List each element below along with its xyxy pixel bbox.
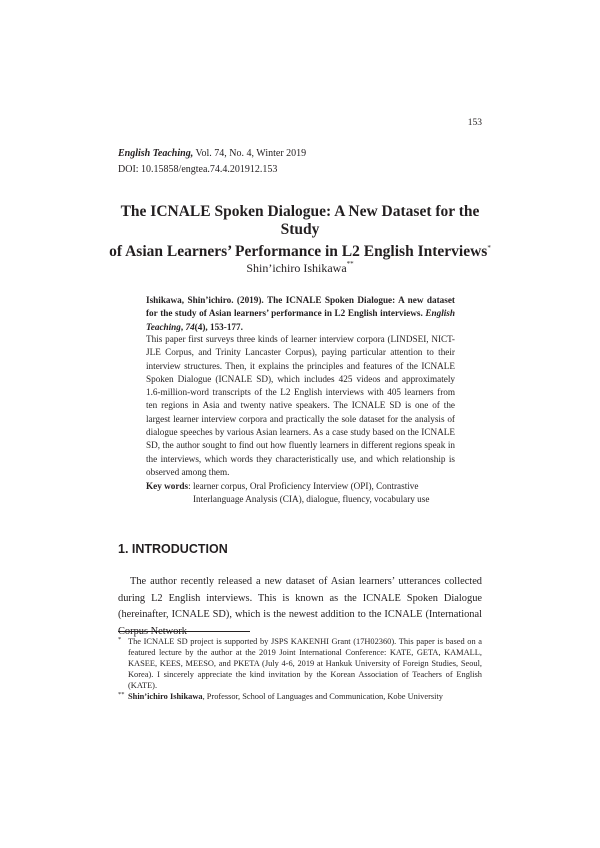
footnote-2 [118, 692, 482, 703]
footnotes [118, 637, 482, 702]
author-footnote-mark: ** [346, 260, 354, 268]
title-footnote-mark: * [487, 244, 491, 252]
footnote-2-mark: ** [118, 690, 125, 698]
title-line-1: The ICNALE Spoken Dialogue: A New Dataset for the Study [120, 203, 480, 238]
footnote-2-text: , Professor, School of Languages and Communication, Kobe University [202, 691, 443, 701]
citation-text: Ishikawa, Shin’ichiro. (2019). The ICNALE Spoken Dialogue: A new dataset for the study of Asian learners’ performance in L2 English interviews. [146, 295, 455, 319]
footnote-rule [118, 631, 250, 632]
journal-name: English Teaching, [118, 148, 194, 159]
journal-citation-line [118, 146, 306, 162]
citation-pages: (4), 153-177. [194, 321, 243, 332]
title-line-2-text: of Asian Learners’ Performance in L2 English Interviews [109, 243, 488, 260]
citation-journal: English Teaching [146, 308, 455, 332]
journal-volume: Vol. 74, No. 4, Winter 2019 [193, 148, 307, 159]
citation [146, 294, 455, 334]
keywords-line-1: : learner corpus, Oral Proficiency Interview (OPI), Contrastive [188, 481, 419, 491]
section-heading: 1. INTRODUCTION [118, 542, 228, 556]
page-number: 153 [467, 118, 482, 128]
keywords [146, 480, 455, 507]
footnote-1 [118, 637, 482, 692]
keywords-line-2: Interlanguage Analysis (CIA), dialogue, fluency, vocabulary use [193, 494, 430, 505]
author-name-text: Shin’ichiro Ishikawa [246, 261, 347, 275]
author-name [100, 260, 500, 276]
citation-sep: , [180, 321, 186, 332]
citation-volume: 74 [185, 321, 195, 332]
abstract: This paper first surveys three kinds of learner interview corpora (LINDSEI, NICT-JLE Corpus, and Trinity Lancaster Corpus), paying particular attention to their interview structures. Then, it explains the principles and features of the ICNALE Spoken Dialogue (ICNALE SD), which includes 425 videos and approximately 1.6-million-word transcripts of the L2 English interviews with 405 learners from ten regions in Asia and twenty native speakers. The ICNALE SD is one of the largest learner interview corpora and practically the sole dataset for the analysis of dialogue speeches by various Asian learners. As a case study based on the ICNALE SD, the author sought to find out how fluently learners in different regions speak in the interviews, which words they characteristically use, and which relationship is observed among them. [146, 334, 455, 477]
journal-doi: DOI: 10.15858/engtea.74.4.201912.153 [118, 164, 278, 175]
keywords-label: Key words [146, 481, 189, 491]
intro-paragraph: The author recently released a new dataset of Asian learners’ utterances collected during L2 English interviews. This is known as the ICNALE Spoken Dialogue (hereinafter, ICNALE SD), which is the newest addition to the ICNALE (International Corpus Network [118, 576, 482, 637]
footnote-2-author: Shin’ichiro Ishikawa [128, 691, 203, 701]
footnote-1-text: The ICNALE SD project is supported by JSPS KAKENHI Grant (17H02360). This paper is based on a featured lecture by the author at the 2019 Joint International Conference: KATE, GETA, KAMALL, KASEE, KEES, MEESO, and PKETA (July 4-6, 2019 at Hankuk University of Foreign Studies, Seoul, Korea). I sincerely appreciate the kind invitation by the Korean Association of Teachers of English (KATE). [128, 637, 482, 690]
title-line-2 [100, 239, 500, 261]
footnote-1-mark: * [118, 636, 122, 643]
journal-info [118, 146, 306, 178]
paper-title [100, 203, 500, 261]
